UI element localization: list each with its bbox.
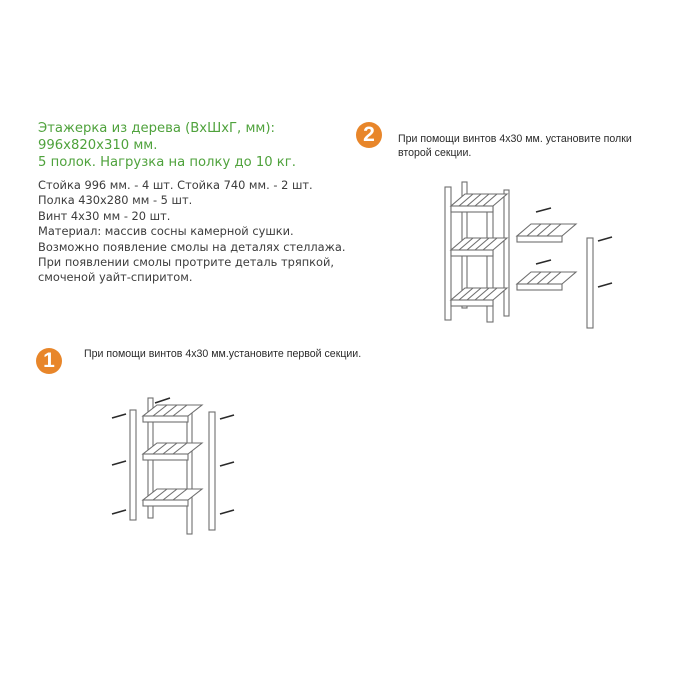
- screw-icon: [220, 510, 234, 514]
- spec-line: Стойка 996 мм. - 4 шт. Стойка 740 мм. - 2 шт.: [38, 178, 313, 192]
- step-1-text: При помощи винтов 4х30 мм.установите первой секции.: [84, 348, 362, 360]
- screw-icon: [155, 398, 170, 403]
- spec-line: Возможно появление смолы на деталях стеллажа.: [38, 239, 346, 254]
- spec-line: Полка 430х280 мм - 5 шт.: [38, 193, 193, 208]
- screw-icon: [220, 462, 234, 466]
- step-2-text: При помощи винтов 4х30 мм. установите полки второй секции.: [398, 133, 632, 159]
- screw-icon: [112, 510, 126, 514]
- spec-line: Материал: массив сосны камерной сушки.: [38, 224, 294, 239]
- spec-line: При появлении смолы протрите деталь тряпкой,: [38, 255, 335, 270]
- spec-line: смоченой уайт-спиритом.: [38, 270, 193, 285]
- post: [130, 410, 136, 520]
- spec-line: Винт 4х30 мм - 20 шт.: [38, 208, 171, 223]
- screw-icon: [112, 414, 126, 418]
- step-2-badge: 2: [356, 122, 382, 148]
- step-1-badge: 1: [36, 348, 62, 374]
- screw-icon: [220, 415, 234, 419]
- title-line: 5 полок. Нагрузка на полку до 10 кг.: [38, 155, 296, 170]
- post: [209, 412, 215, 530]
- title-line: 996х820х310 мм.: [38, 138, 158, 153]
- screw-icon: [112, 461, 126, 465]
- title-line: Этажерка из дерева (ВхШхГ, мм):: [38, 121, 275, 136]
